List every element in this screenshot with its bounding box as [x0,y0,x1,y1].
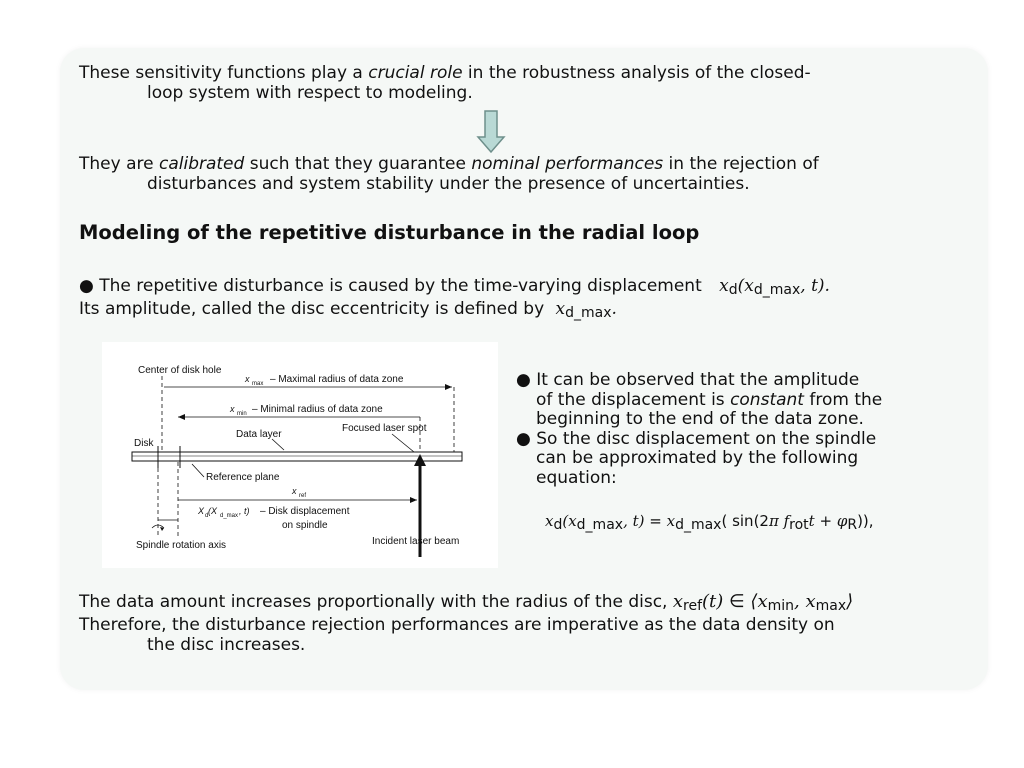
emphasis-constant: constant [730,389,804,410]
xref-subscript: ref [299,493,307,499]
intro-paragraph-1 [79,63,811,103]
math-xdmax: $x_{d\_max}$. [555,299,617,321]
bottom-paragraph-2 [79,615,835,655]
section-heading: Modeling of the repetitive disturbance in the radial loop [79,221,700,244]
intro-text: in the rejection of [663,154,819,174]
diagram-label-disk-displacement: – Disk displacement [260,506,350,517]
bullet-amplitude-line [516,391,882,411]
diagram-label-xmax: – Maximal radius of data zone [270,374,404,385]
intro-text: in the robustness analysis of the closed- [462,63,811,83]
eccentricity-line [79,299,617,323]
math-xref-range: $x_{ref}(t)$ ∈ $⟨x_{min}$, $x_{max}⟩$ [672,591,854,614]
xref-arrowhead [410,497,417,503]
bottom-text: the disc increases. [147,635,306,655]
bottom-paragraph [79,592,853,616]
diagram-label-center: Center of disk hole [138,365,222,376]
emphasis-crucial-role: crucial role [368,63,463,83]
bullet-text: of the displacement is [536,389,731,410]
bullet-spindle-line: ● So the disc displacement on the spindle [516,428,877,449]
intro-text: loop system with respect to modeling. [147,83,473,103]
disk-body [132,452,462,461]
diagram-label-spindle-axis: Spindle rotation axis [136,540,227,551]
xd-symbol: X [198,506,205,516]
bullet-text: ● The repetitive disturbance is caused by the time-varying displacement [79,276,702,296]
xmin-subscript: min [237,411,247,417]
xmin-symbol: x [230,404,235,414]
intro-text: They are [79,154,159,174]
xref-symbol: x [292,486,297,496]
xd-args-subscript: d_max [220,513,239,519]
bottom-text: The data amount increases proportionally with the radius of the disc, [79,592,668,612]
bullet-amplitude-line: beginning to the end of the data zone. [536,409,864,429]
bullet-text: Its amplitude, called the disc eccentricity is defined by [79,299,545,319]
diagram-label-focused-spot: Focused laser spot [342,423,427,434]
emphasis-nominal-performances: nominal performances [471,154,664,174]
xmin-arrowhead [178,414,185,420]
bottom-text: Therefore, the disturbance rejection performances are imperative as the data density on [79,615,835,635]
bullet-spindle-line: can be approximated by the following [536,448,859,468]
xmax-symbol: x [245,374,250,384]
xmax-subscript: max [252,381,264,387]
diagram-label-data-layer: Data layer [236,429,282,440]
xmax-arrowhead [445,384,452,390]
xd-args: (X [208,506,217,516]
emphasis-calibrated: calibrated [158,154,245,174]
disk-diagram [102,342,498,568]
down-arrow-icon [476,110,506,154]
intro-text: disturbances and system stability under the presence of uncertainties. [147,174,750,194]
math-xd-of-t: $x_d(x_{d\_max}$, t). [719,276,830,298]
diagram-label-xmin: – Minimal radius of data zone [252,404,383,415]
diagram-label-reference-plane: Reference plane [206,472,280,483]
displacement-equation: xd(xd_max, t) = xd_max( sin(2π frott + φR)), [545,512,874,533]
focused-spot-leader [392,434,414,452]
bullet-spindle-line: equation: [536,467,617,488]
bullet-amplitude-line: ● It can be observed that the amplitude [516,370,860,390]
intro-text: These sensitivity functions play a [79,63,369,83]
right-bullets [516,371,882,488]
intro-text: such that they guarantee [244,154,472,174]
diagram-label-incident-beam: Incident laser beam [372,536,460,547]
xd-subscript: d [205,513,209,519]
bullet-displacement [79,276,830,300]
intro-paragraph-2 [79,154,819,194]
diagram-label-on-spindle: on spindle [282,520,328,531]
bullet-text: from the [803,389,883,410]
reference-plane-leader [192,464,204,477]
diagram-label-disk: Disk [134,438,154,449]
xd-args-t: , t) [239,506,250,516]
data-layer-leader [272,439,284,450]
